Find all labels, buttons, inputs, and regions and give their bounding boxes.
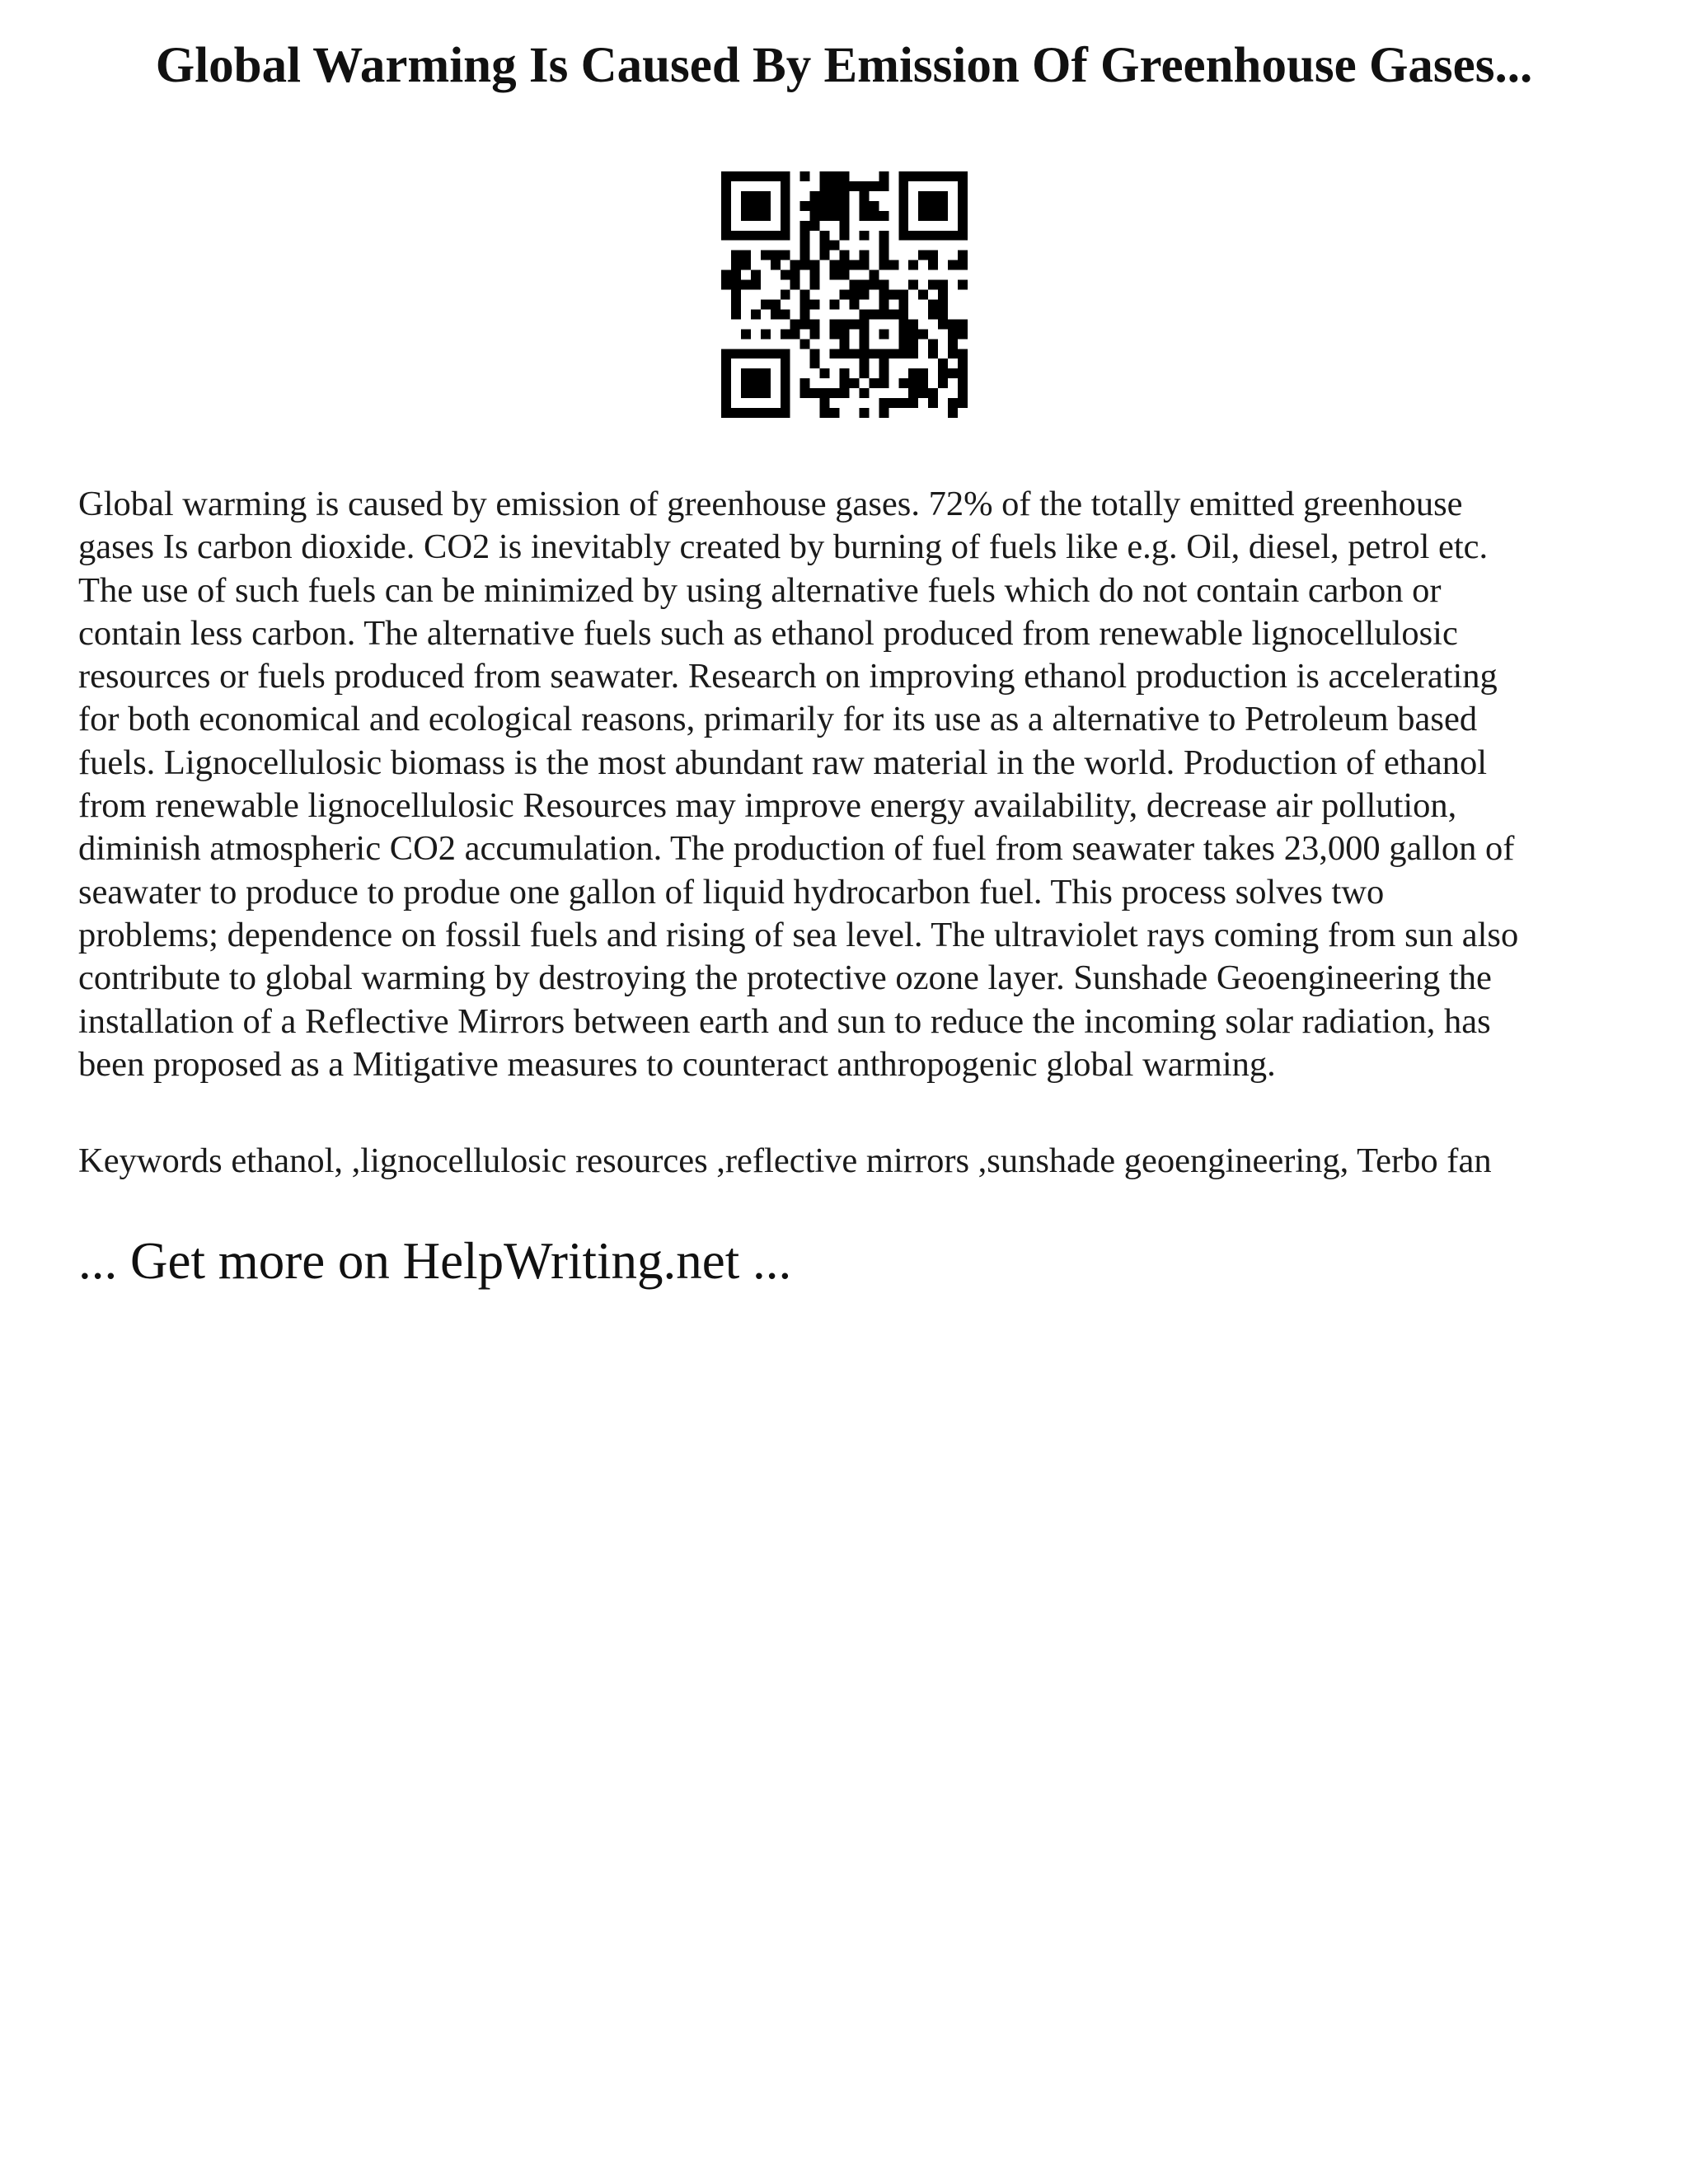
body-line: seawater to produce to produe one gallon of liquid hydrocarbon fuel. This process solves two [78, 872, 1385, 912]
article-body [78, 483, 1628, 1086]
get-more-link[interactable]: ... Get more on HelpWriting.net ... [78, 1232, 792, 1290]
body-line: contribute to global warming by destroying the protective ozone layer. Sunshade Geoengineering the [78, 958, 1492, 998]
body-line: Global warming is caused by emission of greenhouse gases. 72% of the totally emitted greenhouse [78, 485, 1463, 523]
body-line: diminish atmospheric CO2 accumulation. The production of fuel from seawater takes 23,000 gallon of [78, 829, 1515, 869]
keywords-line: Keywords ethanol, ,lignocellulosic resources ,reflective mirrors ,sunshade geoengineering, Terbo fan [78, 1141, 1492, 1180]
qr-code-icon[interactable] [721, 171, 968, 418]
body-line: gases Is carbon dioxide. CO2 is inevitably created by burning of fuels like e.g. Oil, diesel, petrol etc. [78, 527, 1489, 567]
body-line: been proposed as a Mitigative measures to counteract anthropogenic global warming. [78, 1044, 1276, 1084]
body-line: The use of such fuels can be minimized by using alternative fuels which do not contain carbon or [78, 570, 1442, 610]
body-line: installation of a Reflective Mirrors between earth and sun to reduce the incoming solar radiation, has [78, 1001, 1491, 1041]
body-line: fuels. Lignocellulosic biomass is the most abundant raw material in the world. Production of ethanol [78, 743, 1488, 782]
page-title: Global Warming Is Caused By Emission Of Greenhouse Gases... [155, 38, 1533, 93]
body-line: for both economical and ecological reasons, primarily for its use as a alternative to Petroleum based [78, 700, 1478, 739]
body-line: resources or fuels produced from seawater. Research on improving ethanol production is accelerating [78, 657, 1498, 696]
body-line: from renewable lignocellulosic Resources may improve energy availability, decrease air pollution, [78, 786, 1457, 826]
body-line: contain less carbon. The alternative fuels such as ethanol produced from renewable lignocellulosic [78, 613, 1458, 653]
body-line: problems; dependence on fossil fuels and rising of sea level. The ultraviolet rays coming from sun also [78, 915, 1519, 954]
